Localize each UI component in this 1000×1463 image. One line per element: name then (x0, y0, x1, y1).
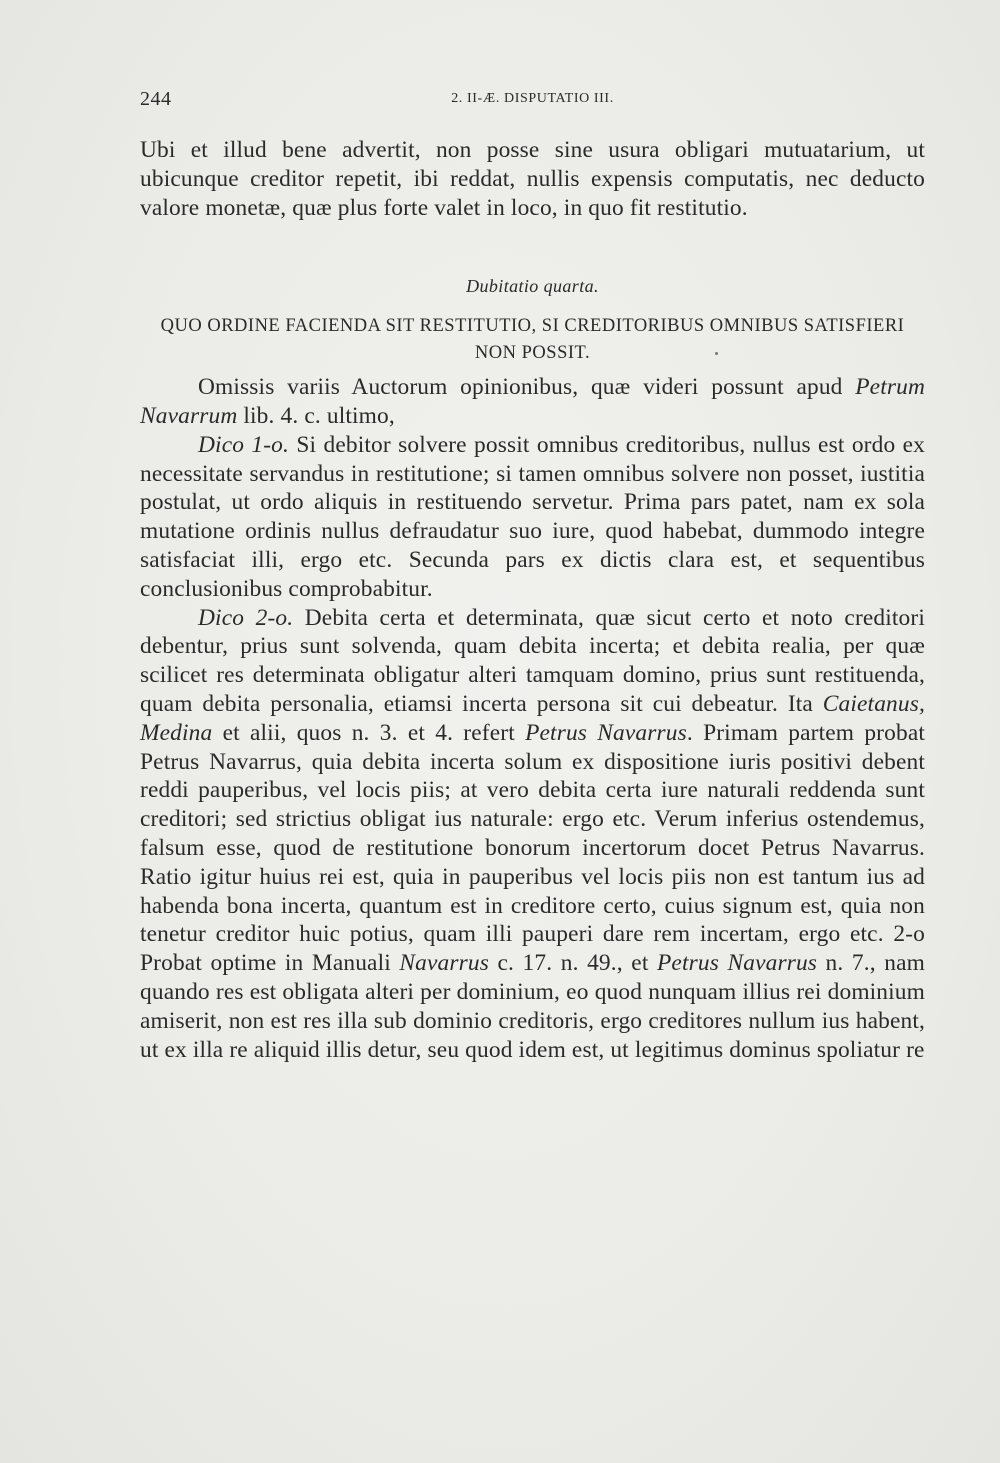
paragraph-3 (140, 431, 925, 604)
print-speckle (715, 352, 718, 355)
running-title: 2. II-Æ. DISPUTATIO III. (451, 91, 614, 106)
author-reference: Navarrus (399, 950, 489, 977)
paragraph-4-text: et alii, quos n. 3. et 4. refert (212, 719, 526, 746)
paragraph-2-text: lib. 4. c. ultimo, (237, 402, 395, 429)
page-number: 244 (140, 88, 172, 110)
author-reference: Petrum Navarrum (140, 374, 925, 429)
paragraph-4 (140, 604, 925, 1065)
section-title: QUO ORDINE FACIENDA SIT RESTITUTIO, SI CREDITORIBUS OMNIBUS SATISFIERI NON POSSIT. (160, 316, 905, 364)
paragraph-4-text: c. 17. n. 49., et (488, 950, 657, 977)
author-reference: Petrus Navarrus (656, 950, 818, 977)
author-reference: Petrus Navarrus (525, 719, 687, 746)
author-reference: Caietanus, Medina (140, 690, 925, 746)
running-head (140, 88, 925, 112)
paragraph-4-text: . Primam partem probat Petrus Navarrus, quia debita incerta solum ex dispositione iuris positivi debent reddi pauperibus, vel locis piis; at vero debita certa iure naturali reddenda sunt creditori; sed strictius obligat ius naturale: ergo etc. Verum inferius ostendemus, falsum esse, quod de restitutione bonorum incertorum docet Petrus Navarrus. Ratio igitur huius rei est, quia in pauperibus vel locis piis non est tantum ius ad habenda bona incerta, quantum est in creditore certo, cuius signum est, quia non tenetur creditor huic potius, quam illi pauperi dare rem incertam, ergo etc. 2-o Probat optime in Manuali (140, 719, 925, 977)
paragraph-3-text: Si debitor solvere possit omnibus creditoribus, nullus est ordo ex necessitate servandus in restitutione; si tamen omnibus solvere non posset, iustitia postulat, ut ordo aliquis in restituendo servetur. Prima pars patet, nam ex sola mutatione ordinis nullus defraudatur suo iure, quod habebat, dummodo integre satisfaciat illi, ergo etc. Secunda pars ex dictis clara est, et sequentibus conclusionibus comprobabitur. (140, 431, 925, 602)
paragraph-4-text: n. 7., nam quando res est obligata alteri per dominium, eo quod nunquam illius rei dominium amiserit, non est res illa sub dominio creditoris, ergo creditores nullum ius habent, ut ex illa re aliquid illis detur, seu quod idem est, ut legitimus dominus spoliatur re (140, 950, 925, 1063)
dico-label: Dico 2-o. (198, 604, 294, 631)
paragraph-2 (140, 373, 925, 431)
paragraph-4-text: Debita certa et determinata, quæ sicut certo et noto creditori debentur, prius sunt solvenda, quam debita incerta; et debita realia, per quæ scilicet res determinata obligatur alteri tamquam domino, prius sunt restituenda, quam debita personalia, etiamsi incerta persona sit cui debeatur. Ita (140, 604, 925, 717)
dico-label: Dico 1-o. (198, 431, 290, 458)
body-text (140, 136, 925, 1064)
subheading: Dubitatio quarta. (466, 276, 599, 297)
paragraph-1: Ubi et illud bene advertit, non posse sine usura obligari mutuatarium, ut ubicunque creditor repetit, ibi reddat, nullis expensis computatis, nec deducto valore monetæ, quæ plus forte valet in loco, in quo fit restitutio. (140, 137, 925, 221)
paragraph-2-text: Omissis variis Auctorum opinionibus, quæ videri possunt apud (198, 374, 856, 401)
